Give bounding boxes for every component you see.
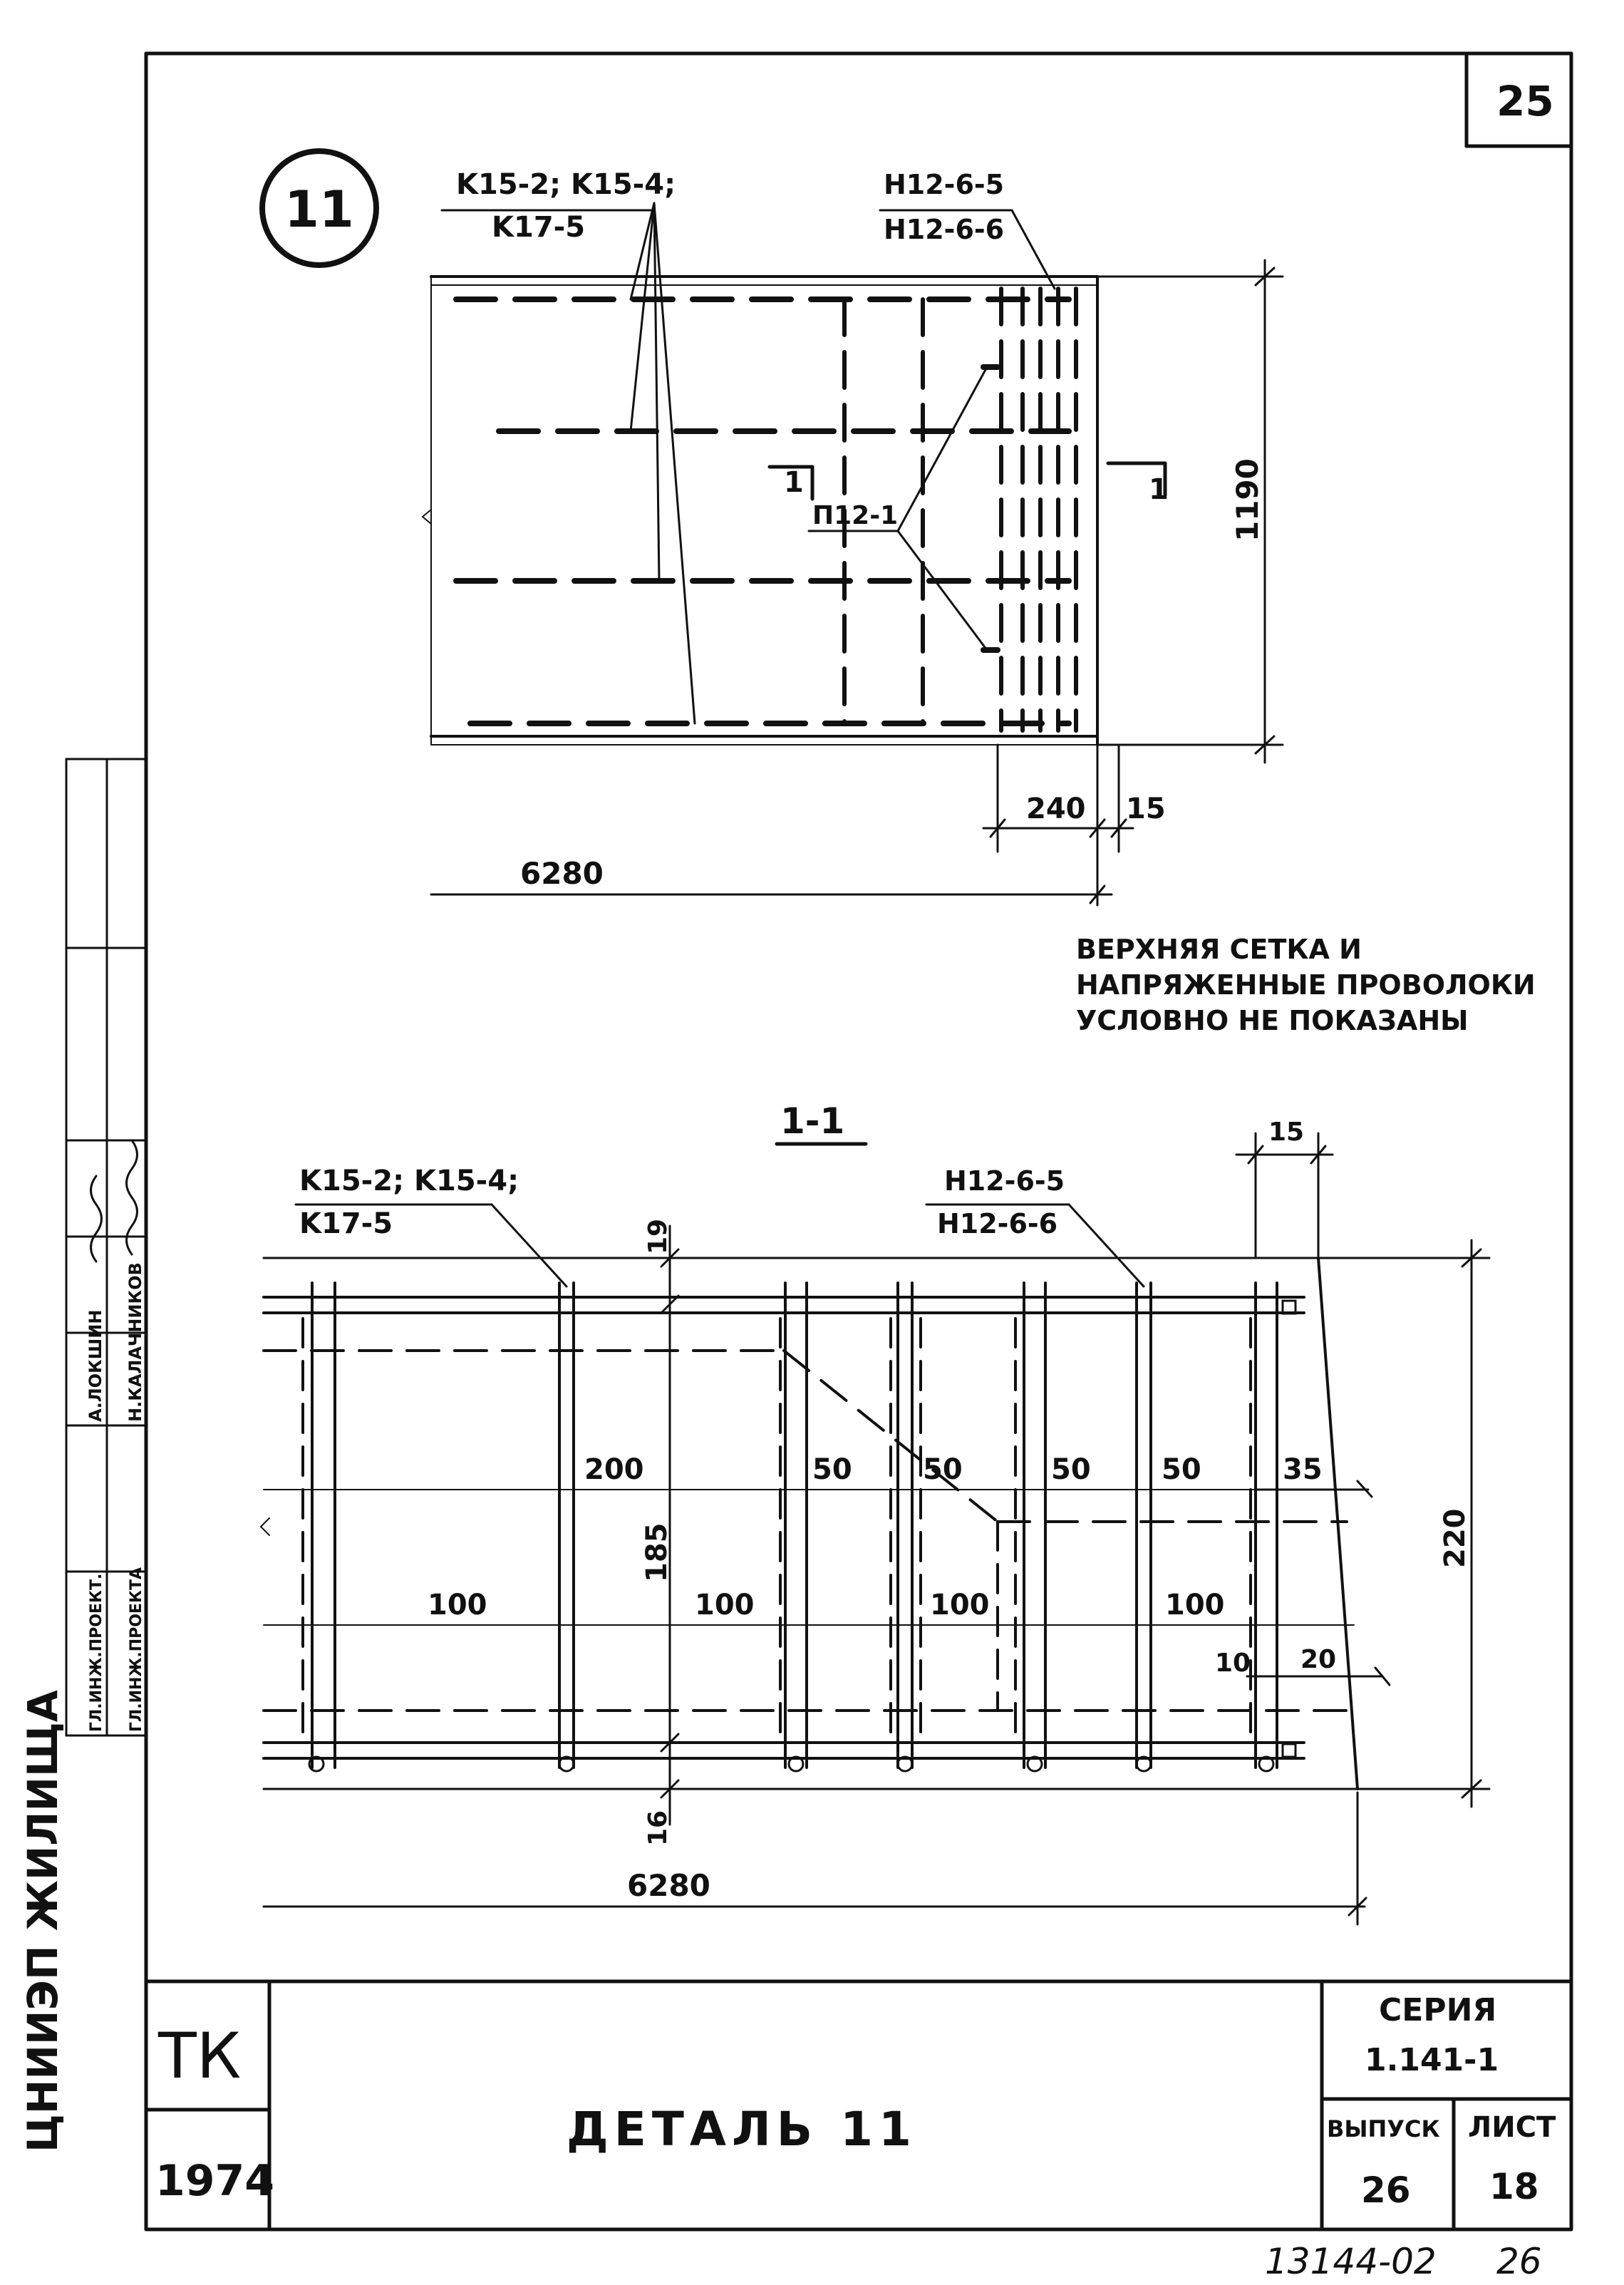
- plan-dim-15: 15: [1126, 793, 1166, 825]
- section-label-k-top: K15-2; K15-4;: [299, 1165, 519, 1197]
- issue-label: ВЫПУСК: [1327, 2115, 1440, 2142]
- section-dim-50a: 50: [812, 1453, 852, 1486]
- plan-dim-length: 6280: [520, 856, 604, 891]
- title-block-year: 1974: [155, 2156, 274, 2206]
- plan-label-n-top: H12-6-5: [884, 169, 1005, 200]
- plan-note-line1: ВЕРХНЯЯ СЕТКА И: [1076, 934, 1362, 965]
- section-dim-10: 10: [1215, 1649, 1251, 1678]
- side-stamp-org: ЦНИИЭП ЖИЛИЩА: [19, 1690, 67, 2152]
- section-dim-16: 16: [643, 1810, 673, 1846]
- section-view: [261, 1133, 1489, 1924]
- section-dim-220: 220: [1439, 1508, 1472, 1568]
- section-dim-19: 19: [643, 1218, 673, 1254]
- plan-label-n-bottom: H12-6-6: [884, 214, 1005, 245]
- series-label: СЕРИЯ: [1379, 1992, 1497, 2028]
- scan-code-page: 26: [1496, 2241, 1542, 2281]
- side-stamp-role1: ГЛ.ИНЖ.ПРОЕКТ.: [88, 1573, 105, 1732]
- section-dim-50c: 50: [1051, 1453, 1091, 1486]
- plan-dim-height: 1190: [1230, 458, 1265, 542]
- side-stamp-name2: Н.КАЛАЧНИКОВ: [125, 1262, 145, 1422]
- plan-section-mark-left: 1: [784, 466, 804, 499]
- title-block-title: ДЕТАЛЬ 11: [567, 2102, 917, 2157]
- section-title: 1-1: [780, 1100, 845, 1142]
- section-label-n-bottom: H12-6-6: [937, 1208, 1058, 1239]
- plan-note-line3: УСЛОВНО НЕ ПОКАЗАНЫ: [1076, 1005, 1469, 1036]
- title-block-tk: ТК: [158, 2019, 242, 2093]
- section-dim-100a: 100: [428, 1589, 487, 1621]
- plan-section-mark-right: 1: [1149, 473, 1169, 506]
- section-dim-50b: 50: [923, 1453, 963, 1486]
- sheet-value: 18: [1489, 2166, 1539, 2207]
- section-dim-20: 20: [1300, 1645, 1337, 1674]
- plan-label-p: П12-1: [812, 501, 899, 530]
- section-dim-100d: 100: [1165, 1589, 1225, 1621]
- plan-label-k-top: K15-2; K15-4;: [456, 168, 676, 201]
- section-dim-185: 185: [641, 1522, 673, 1582]
- section-dim-100b: 100: [695, 1589, 755, 1621]
- side-stamp-name1: А.ЛОКШИН: [86, 1309, 105, 1422]
- signature-1: [91, 1176, 102, 1262]
- section-dim-length: 6280: [627, 1868, 710, 1903]
- section-dim-100c: 100: [930, 1589, 990, 1621]
- section-dim-200: 200: [584, 1453, 644, 1486]
- page-number: 25: [1496, 77, 1554, 125]
- issue-value: 26: [1361, 2170, 1411, 2211]
- series-value: 1.141-1: [1365, 2042, 1499, 2078]
- plan-label-k-bottom: K17-5: [492, 211, 586, 244]
- side-stamp-role2: ГЛ.ИНЖ.ПРОЕКТА: [128, 1567, 145, 1732]
- plan-note-line2: НАПРЯЖЕННЫЕ ПРОВОЛОКИ: [1076, 969, 1536, 1001]
- plan-dim-240: 240: [1026, 793, 1086, 825]
- section-label-n-top: H12-6-5: [944, 1165, 1065, 1197]
- detail-marker-number: 11: [284, 180, 354, 239]
- sheet-label: ЛИСТ: [1468, 2111, 1556, 2144]
- scan-code: 13144-02: [1265, 2241, 1437, 2281]
- section-label-k-bottom: K17-5: [299, 1207, 393, 1240]
- section-dim-50d: 50: [1162, 1453, 1201, 1486]
- section-dim-15: 15: [1268, 1118, 1305, 1147]
- section-dim-35: 35: [1283, 1453, 1323, 1486]
